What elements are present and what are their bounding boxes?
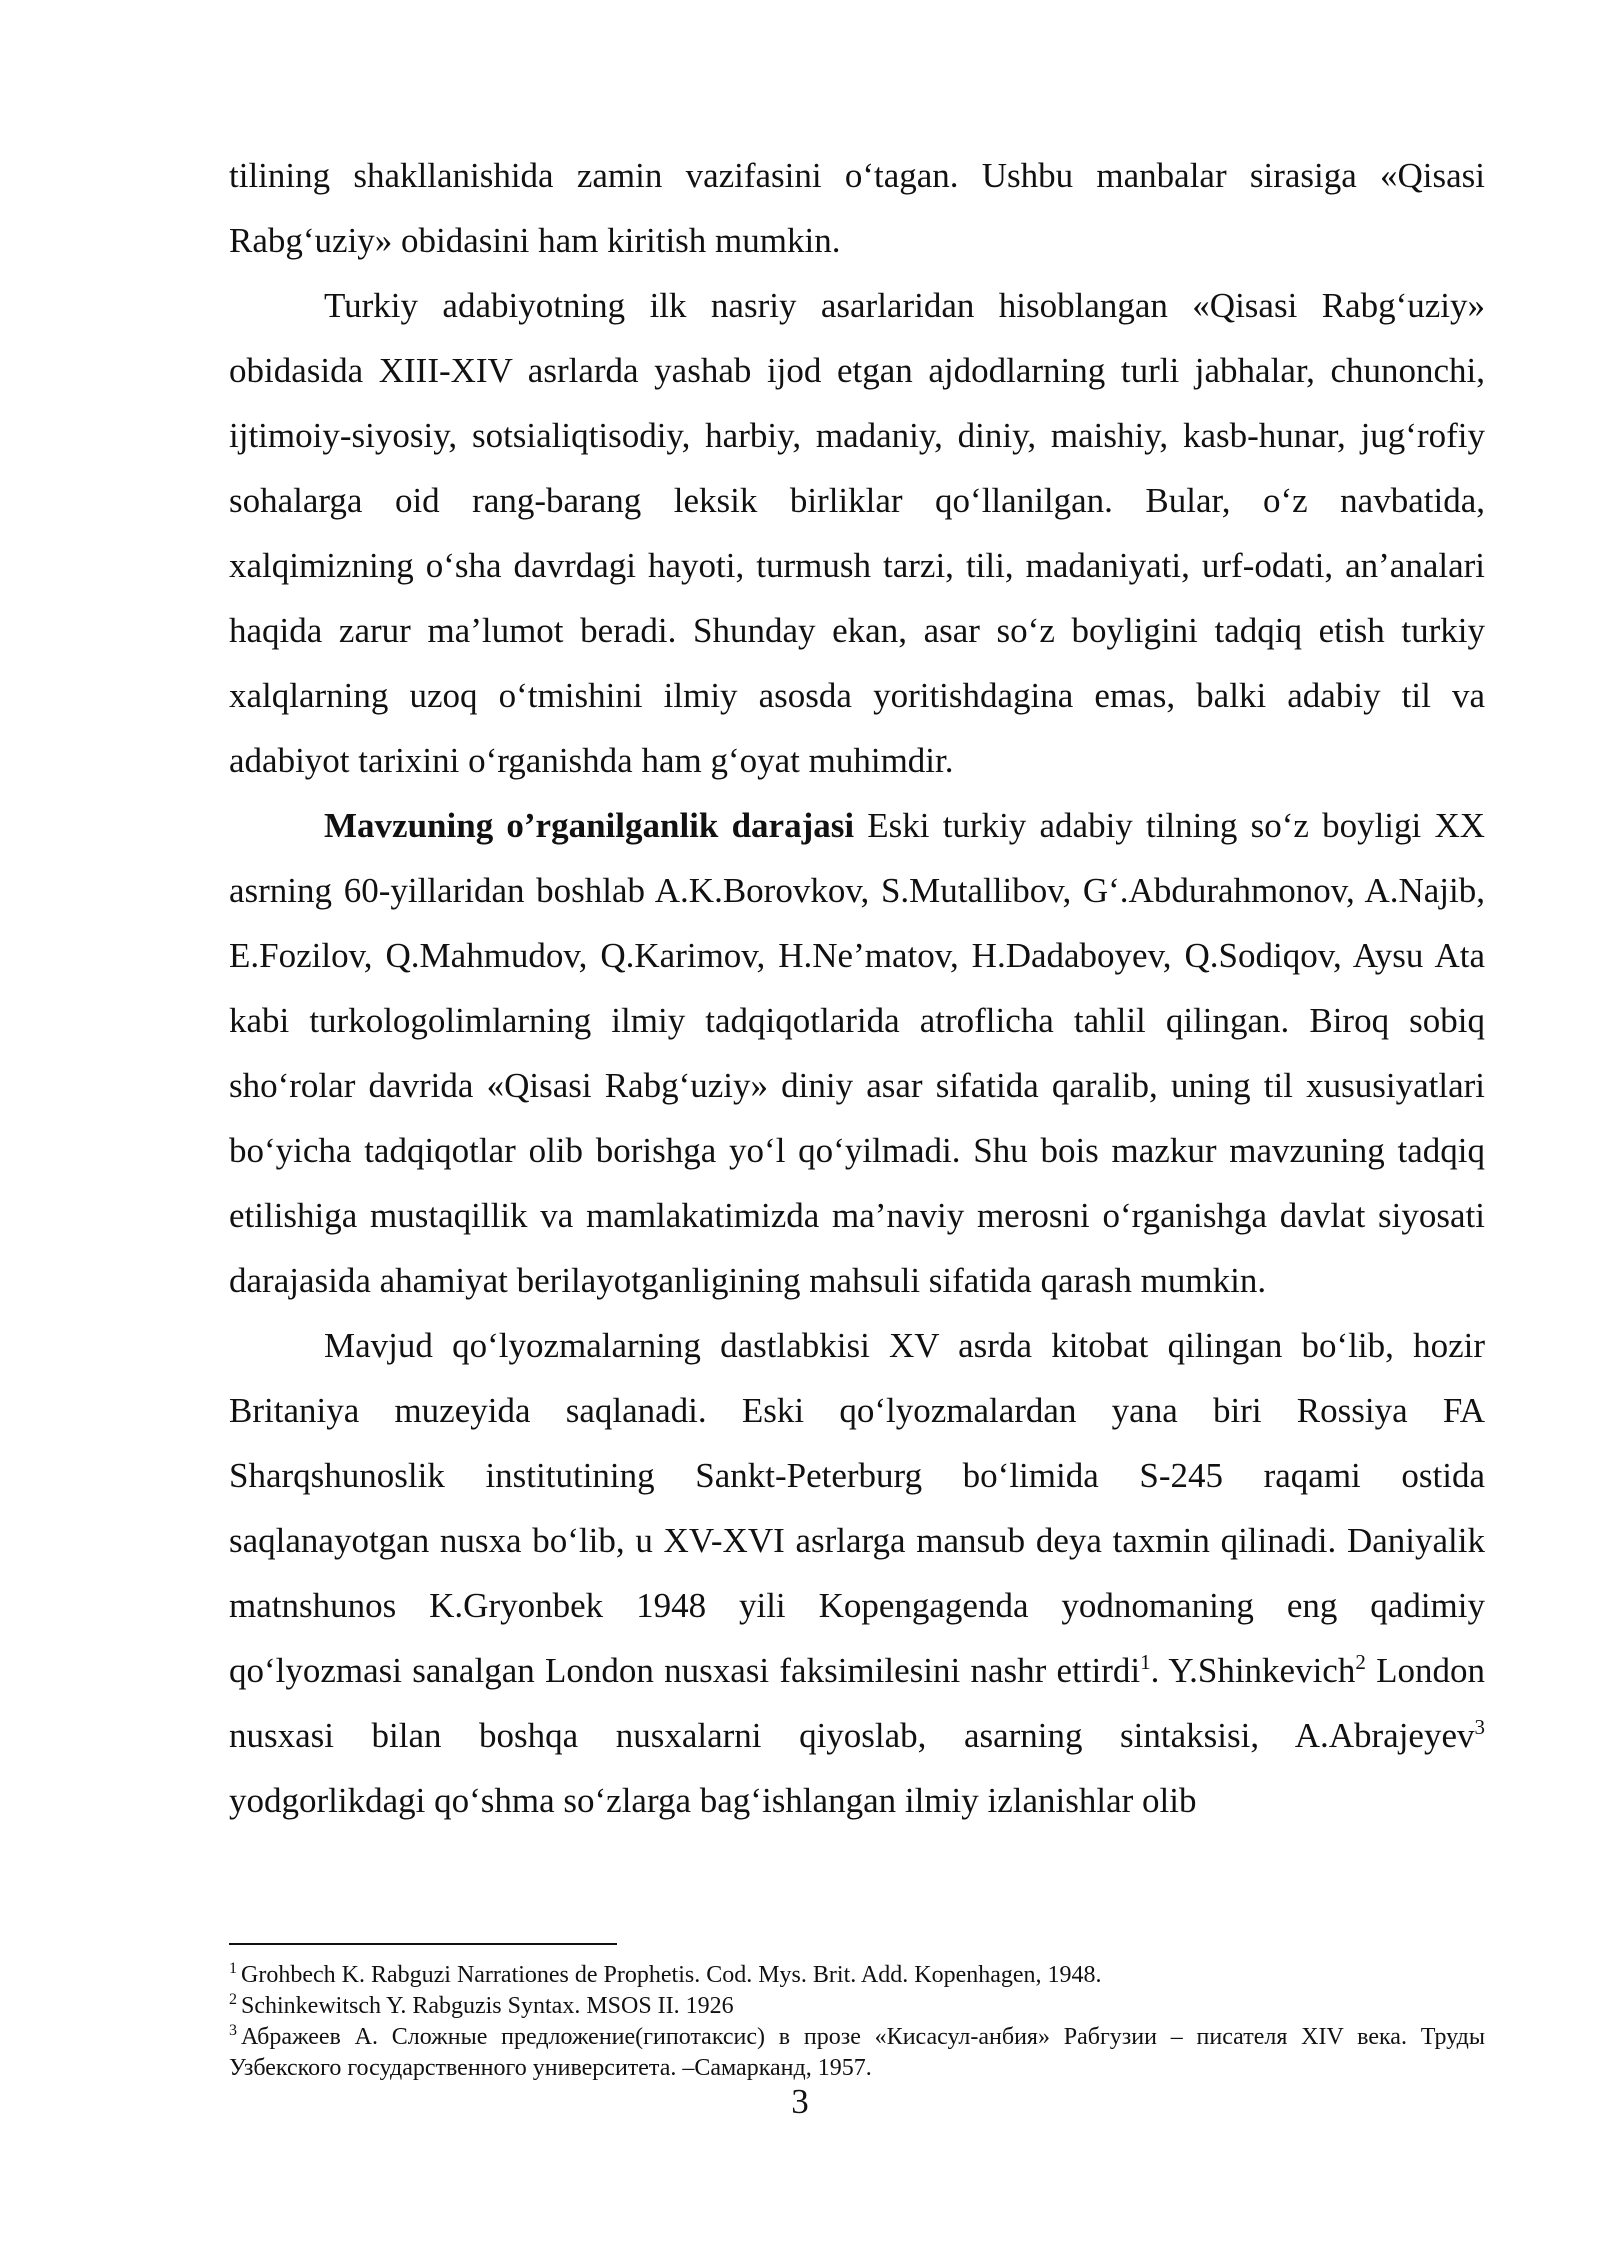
footnote-2-number: 2 — [229, 1991, 237, 2008]
section-heading-inline: Mavzuning o’rganilganlik darajasi — [324, 806, 855, 845]
paragraph-1-text: tilining shakllanishida zamin vazifasini oʻtagan. Ushbu manbalar sirasiga «Qisasi Rabgʻuziy» obidasini ham kiritish mumkin. — [229, 156, 1485, 260]
footnote-1-number: 1 — [229, 1960, 237, 1977]
footnote-2 — [229, 1991, 1485, 2022]
footnote-separator — [229, 1943, 617, 1945]
footnote-3-number: 3 — [229, 2022, 237, 2039]
page-number: 3 — [791, 2082, 809, 2121]
footnote-1-text: Grohbech K. Rabguzi Narrationes de Prophetis. Cod. Mys. Brit. Add. Kopenhagen, 1948. — [241, 1962, 1102, 1988]
footnote-ref-1[interactable]: 1 — [1140, 1650, 1151, 1674]
paragraph-4 — [229, 1313, 1485, 1833]
footnote-3 — [229, 2022, 1485, 2084]
footnote-3-text: Абражеев А. Сложные предложение(гипотаксис) в прозе «Кисасул-анбия» Рабгузии – писателя XIV века. Труды Узбекского государственного университета. –Самарканд, 1957. — [229, 2024, 1485, 2081]
footnotes — [229, 1960, 1485, 2084]
footnote-2-text: Schinkewitsch Y. Rabguzis Syntax. MSOS II. 1926 — [241, 1993, 734, 2019]
main-text — [229, 143, 1485, 1833]
paragraph-3 — [229, 793, 1485, 1313]
paragraph-2-text: Turkiy adabiyotning ilk nasriy asarlaridan hisoblangan «Qisasi Rabgʻuziy» obidasida XIII-XIV asrlarda yashab ijod etgan ajdodlarning turli jabhalar, chunonchi, ijtimoiy-siyosiy, sotsialiqtisodiy, harbiy, madaniy, diniy, maishiy, kasb-hunar, jugʻrofiy sohalarga oid rang-barang leksik birliklar qoʻllanilgan. Bular, oʻz navbatida, xalqimizning oʻsha davrdagi hayoti, turmush tarzi, tili, madaniyati, urf-odati, an’analari haqida zarur ma’lumot beradi. Shunday ekan, asar soʻz boyligini tadqiq etish turkiy xalqlarning uzoq oʻtmishini ilmiy asosda yoritishdagina emas, balki adabiy til va adabiyot tarixini oʻrganishda ham gʻoyat muhimdir. — [229, 286, 1485, 780]
paragraph-4-text-d: yodgorlikdagi qoʻshma soʻzlarga bagʻishlangan ilmiy izlanishlar olib — [229, 1781, 1197, 1820]
paragraph-4-text-c: London nusxasi bilan boshqa nusxalarni qiyoslab, asarning sintaksisi, A.Abrajeyev — [229, 1651, 1485, 1755]
paragraph-2 — [229, 273, 1485, 793]
footnote-1 — [229, 1960, 1485, 1991]
footnote-ref-3[interactable]: 3 — [1474, 1715, 1485, 1739]
paragraph-3-text: Eski turkiy adabiy tilning soʻz boyligi XX asrning 60-yillaridan boshlab A.K.Borovkov, S.Mutallibov, Gʻ.Abdurahmonov, A.Najib, E.Fozilov, Q.Mahmudov, Q.Karimov, H.Ne’matov, H.Dadaboyev, Q.Sodiqov, Aysu Ata kabi turkologolimlarning ilmiy tadqiqotlarida atroflicha tahlil qilingan. Biroq sobiq shoʻrolar davrida «Qisasi Rabgʻuziy» diniy asar sifatida qaralib, uning til xususiyatlari boʻyicha tadqiqotlar olib borishga yoʻl qoʻyilmadi. Shu bois mazkur mavzuning tadqiq etilishiga mustaqillik va mamlakatimizda ma’naviy merosni oʻrganishga davlat siyosati darajasida ahamiyat berilayotganligining mahsuli sifatida qarash mumkin. — [229, 806, 1486, 1300]
paragraph-4-text-b: . Y.Shinkevich — [1150, 1651, 1356, 1690]
footnote-ref-2[interactable]: 2 — [1355, 1650, 1366, 1674]
paragraph-1 — [229, 143, 1485, 273]
paragraph-4-text-a: Mavjud qoʻlyozmalarning dastlabkisi XV asrda kitobat qilingan boʻlib, hozir Britaniya muzeyida saqlanadi. Eski qoʻlyozmalardan yana biri Rossiya FA Sharqshunoslik institutining Sankt-Peterburg boʻlimida S-245 raqami ostida saqlanayotgan nusxa boʻlib, u XV-XVI asrlarga mansub deya taxmin qilinadi. Daniyalik matnshunos K.Gryonbek 1948 yili Kopengagenda yodnomaning eng qadimiy qoʻlyozmasi sanalgan London nusxasi faksimilesini nashr ettirdi — [229, 1326, 1485, 1690]
